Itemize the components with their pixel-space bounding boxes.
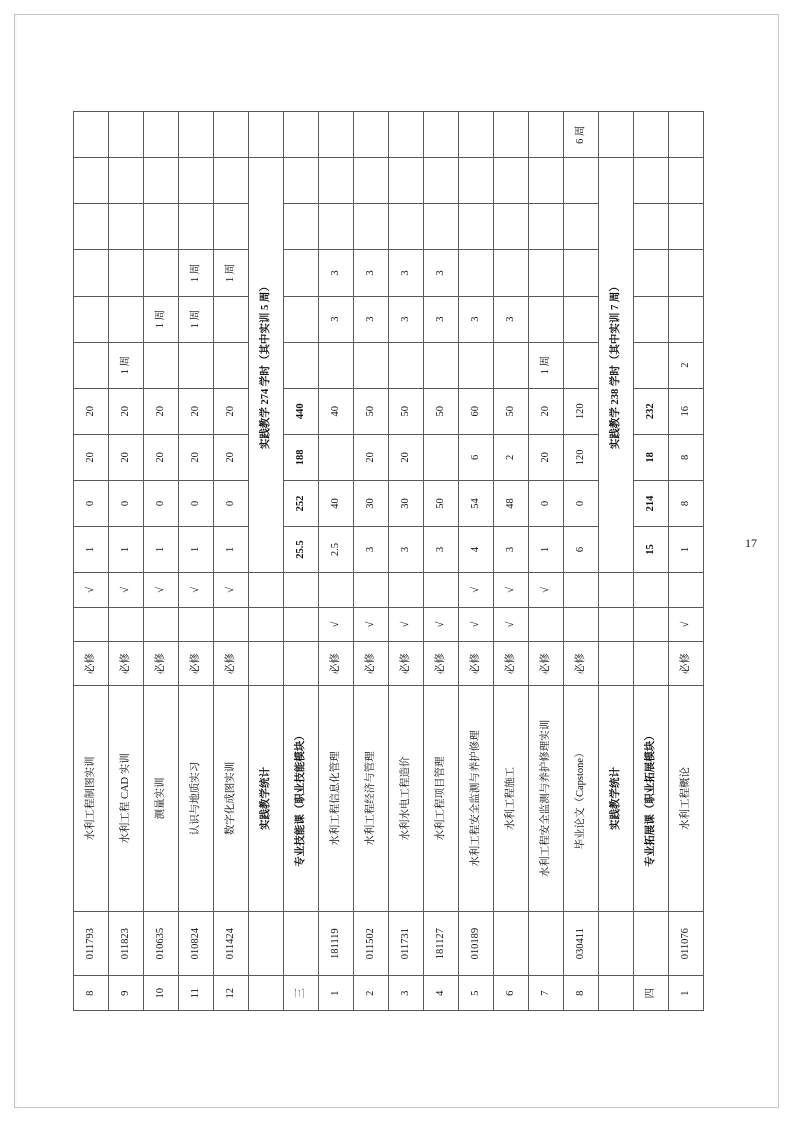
cell-semester-2 — [73, 296, 108, 342]
cell-semester-1 — [388, 342, 423, 388]
cell-course-code: 010635 — [143, 911, 178, 976]
cell-check-mark — [598, 573, 633, 608]
cell-exam-mark: √ — [388, 607, 423, 642]
cell-exam-mark — [73, 607, 108, 642]
cell-semester-4 — [458, 204, 493, 250]
cell-semester-1 — [563, 342, 598, 388]
cell-semester-3 — [283, 250, 318, 296]
cell-exam-mark: √ — [493, 607, 528, 642]
cell-course-name: 数字化成图实训 — [213, 686, 248, 912]
cell-seq: 四 — [633, 976, 668, 1011]
cell-practice-hours: 188 — [283, 434, 318, 480]
cell-credits: 3 — [388, 527, 423, 573]
cell-semester-5 — [668, 158, 703, 204]
cell-semester-4 — [633, 204, 668, 250]
cell-semester-4 — [493, 204, 528, 250]
cell-total-hours: 20 — [143, 388, 178, 434]
cell-course-name: 专业技能课（职业技能模块） — [283, 686, 318, 912]
cell-practice-hours: 20 — [143, 434, 178, 480]
cell-semester-5 — [318, 158, 353, 204]
cell-total-hours: 20 — [528, 388, 563, 434]
cell-practice-hours: 2 — [493, 434, 528, 480]
cell-course-type: 必修 — [213, 642, 248, 686]
cell-semester-3: 3 — [353, 250, 388, 296]
cell-semester-2: 1 周 — [143, 296, 178, 342]
cell-semester-4 — [423, 204, 458, 250]
table-row — [388, 112, 423, 1011]
cell-exam-mark — [248, 607, 283, 642]
cell-course-type: 必修 — [388, 642, 423, 686]
cell-course-code: 011731 — [388, 911, 423, 976]
cell-semester-3 — [563, 250, 598, 296]
cell-semester-5 — [353, 158, 388, 204]
cell-seq: 8 — [563, 976, 598, 1011]
cell-credits: 25.5 — [283, 527, 318, 573]
cell-credits: 1 — [528, 527, 563, 573]
cell-semester-6 — [353, 112, 388, 158]
cell-practice-hours — [318, 434, 353, 480]
cell-credits: 3 — [423, 527, 458, 573]
cell-course-name: 水利工程安全监测与养护修理实训 — [528, 686, 563, 912]
cell-semester-5 — [458, 158, 493, 204]
cell-semester-5 — [73, 158, 108, 204]
cell-course-code: 030411 — [563, 911, 598, 976]
cell-semester-5 — [633, 158, 668, 204]
cell-semester-3: 1 周 — [213, 250, 248, 296]
cell-semester-3 — [108, 250, 143, 296]
cell-semester-5 — [388, 158, 423, 204]
table-row — [178, 112, 213, 1011]
cell-check-mark — [423, 573, 458, 608]
cell-semester-1 — [283, 342, 318, 388]
cell-check-mark — [353, 573, 388, 608]
cell-exam-mark: √ — [458, 607, 493, 642]
cell-course-code — [493, 911, 528, 976]
cell-semester-4 — [213, 204, 248, 250]
cell-total-hours: 20 — [73, 388, 108, 434]
cell-course-name: 水利工程项目管理 — [423, 686, 458, 912]
cell-exam-mark — [143, 607, 178, 642]
table-row — [248, 112, 283, 1011]
cell-semester-4 — [668, 204, 703, 250]
cell-course-code: 010824 — [178, 911, 213, 976]
cell-theory-hours: 30 — [353, 480, 388, 526]
cell-exam-mark: √ — [423, 607, 458, 642]
cell-check-mark: √ — [73, 573, 108, 608]
cell-semester-1 — [633, 342, 668, 388]
cell-semester-2: 3 — [458, 296, 493, 342]
table-row — [493, 112, 528, 1011]
cell-credits: 3 — [353, 527, 388, 573]
cell-semester-2 — [563, 296, 598, 342]
cell-semester-2 — [528, 296, 563, 342]
cell-course-code — [248, 911, 283, 976]
cell-check-mark — [248, 573, 283, 608]
cell-course-code: 181119 — [318, 911, 353, 976]
cell-credits: 1 — [108, 527, 143, 573]
cell-course-type: 必修 — [143, 642, 178, 686]
cell-theory-hours: 50 — [423, 480, 458, 526]
cell-seq: 6 — [493, 976, 528, 1011]
cell-theory-hours: 0 — [563, 480, 598, 526]
cell-semester-5 — [178, 158, 213, 204]
cell-semester-3 — [633, 250, 668, 296]
cell-semester-5 — [283, 158, 318, 204]
cell-total-hours: 50 — [423, 388, 458, 434]
cell-course-code: 011793 — [73, 911, 108, 976]
cell-semester-6 — [213, 112, 248, 158]
cell-check-mark: √ — [493, 573, 528, 608]
cell-semester-1 — [178, 342, 213, 388]
cell-check-mark — [668, 573, 703, 608]
cell-seq: 5 — [458, 976, 493, 1011]
cell-check-mark: √ — [213, 573, 248, 608]
cell-semester-1 — [493, 342, 528, 388]
cell-credits: 1 — [668, 527, 703, 573]
cell-semester-4 — [143, 204, 178, 250]
cell-course-name: 水利工程 CAD 实训 — [108, 686, 143, 912]
cell-semester-6 — [668, 112, 703, 158]
cell-seq: 7 — [528, 976, 563, 1011]
cell-semester-6 — [528, 112, 563, 158]
cell-semester-3: 3 — [423, 250, 458, 296]
cell-check-mark: √ — [178, 573, 213, 608]
cell-check-mark — [633, 573, 668, 608]
cell-course-code — [598, 911, 633, 976]
cell-semester-3: 3 — [388, 250, 423, 296]
cell-course-name: 专业拓展课（职业拓展模块） — [633, 686, 668, 912]
cell-semester-4 — [353, 204, 388, 250]
cell-check-mark: √ — [143, 573, 178, 608]
cell-semester-5 — [528, 158, 563, 204]
cell-semester-5 — [143, 158, 178, 204]
cell-semester-6 — [318, 112, 353, 158]
cell-semester-3 — [73, 250, 108, 296]
cell-exam-mark — [178, 607, 213, 642]
cell-exam-mark — [528, 607, 563, 642]
cell-semester-4 — [108, 204, 143, 250]
cell-theory-hours: 40 — [318, 480, 353, 526]
cell-practice-hours: 20 — [353, 434, 388, 480]
cell-course-type — [248, 642, 283, 686]
table-row — [213, 112, 248, 1011]
cell-course-name: 毕业论文（Capstone） — [563, 686, 598, 912]
cell-course-type: 必修 — [423, 642, 458, 686]
cell-semester-2: 1 周 — [178, 296, 213, 342]
cell-course-code — [633, 911, 668, 976]
cell-course-name: 水利工程施工 — [493, 686, 528, 912]
cell-semester-6 — [143, 112, 178, 158]
cell-semester-2 — [668, 296, 703, 342]
table-row — [563, 112, 598, 1011]
cell-semester-5 — [108, 158, 143, 204]
cell-semester-1: 1 周 — [528, 342, 563, 388]
cell-check-mark — [563, 573, 598, 608]
cell-course-code: 181127 — [423, 911, 458, 976]
curriculum-table — [73, 111, 704, 1011]
cell-course-name: 测量实训 — [143, 686, 178, 912]
cell-seq: 9 — [108, 976, 143, 1011]
cell-practice-hours: 20 — [73, 434, 108, 480]
cell-credits: 6 — [563, 527, 598, 573]
cell-semester-4 — [563, 204, 598, 250]
cell-course-name: 水利水电工程造价 — [388, 686, 423, 912]
cell-total-hours: 50 — [388, 388, 423, 434]
cell-seq: 1 — [318, 976, 353, 1011]
cell-course-name: 实践教学统计 — [248, 686, 283, 912]
cell-semester-4 — [388, 204, 423, 250]
cell-course-code: 011502 — [353, 911, 388, 976]
cell-semester-4 — [178, 204, 213, 250]
cell-theory-hours: 214 — [633, 480, 668, 526]
cell-credits: 1 — [143, 527, 178, 573]
table-row — [353, 112, 388, 1011]
cell-theory-hours: 252 — [283, 480, 318, 526]
table-row — [458, 112, 493, 1011]
cell-course-code — [283, 911, 318, 976]
cell-semester-1 — [423, 342, 458, 388]
cell-credits: 4 — [458, 527, 493, 573]
cell-exam-mark: √ — [318, 607, 353, 642]
cell-practice-hours: 8 — [668, 434, 703, 480]
cell-semester-2: 3 — [318, 296, 353, 342]
cell-theory-hours: 0 — [178, 480, 213, 526]
cell-practice-summary: 实践教学 274 学时（其中实训 5 周） — [248, 158, 283, 573]
cell-total-hours: 60 — [458, 388, 493, 434]
cell-semester-2 — [283, 296, 318, 342]
cell-semester-6 — [423, 112, 458, 158]
cell-semester-3: 1 周 — [178, 250, 213, 296]
cell-theory-hours: 30 — [388, 480, 423, 526]
cell-total-hours: 232 — [633, 388, 668, 434]
cell-seq — [248, 976, 283, 1011]
cell-course-type: 必修 — [318, 642, 353, 686]
table-row — [143, 112, 178, 1011]
cell-course-type — [598, 642, 633, 686]
cell-course-name: 实践教学统计 — [598, 686, 633, 912]
cell-course-name: 水利工程安全监测与养护修理 — [458, 686, 493, 912]
cell-total-hours: 440 — [283, 388, 318, 434]
cell-semester-6 — [73, 112, 108, 158]
cell-semester-3 — [458, 250, 493, 296]
cell-semester-6 — [633, 112, 668, 158]
cell-course-name: 认识与地质实习 — [178, 686, 213, 912]
cell-semester-3 — [528, 250, 563, 296]
table-row — [528, 112, 563, 1011]
cell-course-name: 水利工程制图实训 — [73, 686, 108, 912]
cell-seq: 1 — [668, 976, 703, 1011]
cell-seq: 10 — [143, 976, 178, 1011]
cell-semester-6 — [283, 112, 318, 158]
cell-seq — [598, 976, 633, 1011]
cell-semester-5 — [563, 158, 598, 204]
cell-exam-mark — [563, 607, 598, 642]
cell-semester-3 — [143, 250, 178, 296]
cell-semester-1: 1 周 — [108, 342, 143, 388]
cell-practice-hours: 20 — [213, 434, 248, 480]
cell-check-mark — [283, 573, 318, 608]
cell-total-hours: 20 — [213, 388, 248, 434]
cell-practice-summary: 实践教学 238 学时（其中实训 7 周） — [598, 158, 633, 573]
cell-theory-hours: 0 — [213, 480, 248, 526]
cell-course-type: 必修 — [108, 642, 143, 686]
table-row — [668, 112, 703, 1011]
cell-credits: 15 — [633, 527, 668, 573]
cell-semester-1 — [73, 342, 108, 388]
cell-theory-hours: 54 — [458, 480, 493, 526]
cell-semester-1 — [318, 342, 353, 388]
cell-total-hours: 50 — [353, 388, 388, 434]
table-row — [283, 112, 318, 1011]
cell-semester-6 — [458, 112, 493, 158]
cell-course-type — [633, 642, 668, 686]
cell-exam-mark: √ — [668, 607, 703, 642]
table-row — [73, 112, 108, 1011]
cell-semester-4 — [283, 204, 318, 250]
table-row — [108, 112, 143, 1011]
cell-theory-hours: 0 — [528, 480, 563, 526]
cell-practice-hours: 20 — [178, 434, 213, 480]
page-number: 17 — [745, 536, 757, 550]
cell-course-code: 011424 — [213, 911, 248, 976]
cell-semester-6 — [108, 112, 143, 158]
cell-semester-6 — [493, 112, 528, 158]
cell-exam-mark — [213, 607, 248, 642]
cell-semester-4 — [528, 204, 563, 250]
cell-course-type: 必修 — [178, 642, 213, 686]
cell-seq: 2 — [353, 976, 388, 1011]
cell-total-hours: 20 — [178, 388, 213, 434]
cell-seq: 3 — [388, 976, 423, 1011]
cell-semester-3 — [493, 250, 528, 296]
cell-semester-5 — [213, 158, 248, 204]
cell-theory-hours: 48 — [493, 480, 528, 526]
cell-semester-2: 3 — [493, 296, 528, 342]
cell-course-type — [283, 642, 318, 686]
cell-semester-3 — [668, 250, 703, 296]
cell-semester-2: 3 — [353, 296, 388, 342]
cell-course-name: 水利工程信息化管理 — [318, 686, 353, 912]
cell-total-hours: 120 — [563, 388, 598, 434]
cell-course-name: 水利工程经济与管理 — [353, 686, 388, 912]
cell-semester-2 — [213, 296, 248, 342]
cell-semester-5 — [423, 158, 458, 204]
cell-semester-4 — [318, 204, 353, 250]
cell-credits: 2.5 — [318, 527, 353, 573]
cell-practice-hours: 20 — [388, 434, 423, 480]
cell-check-mark — [318, 573, 353, 608]
cell-seq: 11 — [178, 976, 213, 1011]
cell-semester-2 — [633, 296, 668, 342]
cell-semester-2: 3 — [388, 296, 423, 342]
cell-course-name: 水利工程概论 — [668, 686, 703, 912]
cell-semester-3: 3 — [318, 250, 353, 296]
cell-seq: 12 — [213, 976, 248, 1011]
cell-course-code: 011076 — [668, 911, 703, 976]
cell-semester-5 — [493, 158, 528, 204]
cell-credits: 1 — [178, 527, 213, 573]
cell-course-type: 必修 — [528, 642, 563, 686]
cell-seq: 三 — [283, 976, 318, 1011]
cell-semester-6: 6 周 — [563, 112, 598, 158]
cell-course-type: 必修 — [668, 642, 703, 686]
cell-practice-hours — [423, 434, 458, 480]
cell-semester-1 — [458, 342, 493, 388]
table-row — [633, 112, 668, 1011]
cell-exam-mark: √ — [353, 607, 388, 642]
cell-credits: 3 — [493, 527, 528, 573]
cell-exam-mark — [598, 607, 633, 642]
cell-theory-hours: 0 — [108, 480, 143, 526]
cell-practice-hours: 18 — [633, 434, 668, 480]
cell-total-hours: 50 — [493, 388, 528, 434]
cell-exam-mark — [283, 607, 318, 642]
cell-course-type: 必修 — [353, 642, 388, 686]
cell-semester-4 — [73, 204, 108, 250]
table-row — [318, 112, 353, 1011]
cell-semester-6 — [388, 112, 423, 158]
cell-practice-hours: 120 — [563, 434, 598, 480]
cell-semester-1: 2 — [668, 342, 703, 388]
cell-semester-6 — [248, 112, 283, 158]
cell-credits: 1 — [213, 527, 248, 573]
cell-theory-hours: 0 — [143, 480, 178, 526]
cell-theory-hours: 8 — [668, 480, 703, 526]
cell-course-type: 必修 — [563, 642, 598, 686]
cell-total-hours: 40 — [318, 388, 353, 434]
table-row — [598, 112, 633, 1011]
cell-semester-6 — [178, 112, 213, 158]
cell-course-code — [528, 911, 563, 976]
cell-semester-1 — [143, 342, 178, 388]
table-row — [423, 112, 458, 1011]
cell-seq: 4 — [423, 976, 458, 1011]
cell-check-mark — [388, 573, 423, 608]
cell-exam-mark — [108, 607, 143, 642]
cell-check-mark: √ — [528, 573, 563, 608]
cell-practice-hours: 6 — [458, 434, 493, 480]
cell-course-type: 必修 — [73, 642, 108, 686]
cell-credits: 1 — [73, 527, 108, 573]
cell-total-hours: 20 — [108, 388, 143, 434]
cell-practice-hours: 20 — [108, 434, 143, 480]
cell-practice-hours: 20 — [528, 434, 563, 480]
cell-semester-2 — [108, 296, 143, 342]
cell-seq: 8 — [73, 976, 108, 1011]
cell-exam-mark — [633, 607, 668, 642]
cell-semester-1 — [353, 342, 388, 388]
cell-course-code: 010189 — [458, 911, 493, 976]
cell-semester-2: 3 — [423, 296, 458, 342]
cell-check-mark: √ — [458, 573, 493, 608]
cell-theory-hours: 0 — [73, 480, 108, 526]
cell-course-type: 必修 — [458, 642, 493, 686]
cell-total-hours: 16 — [668, 388, 703, 434]
cell-course-type: 必修 — [493, 642, 528, 686]
cell-semester-6 — [598, 112, 633, 158]
cell-check-mark: √ — [108, 573, 143, 608]
cell-semester-1 — [213, 342, 248, 388]
cell-course-code: 011823 — [108, 911, 143, 976]
